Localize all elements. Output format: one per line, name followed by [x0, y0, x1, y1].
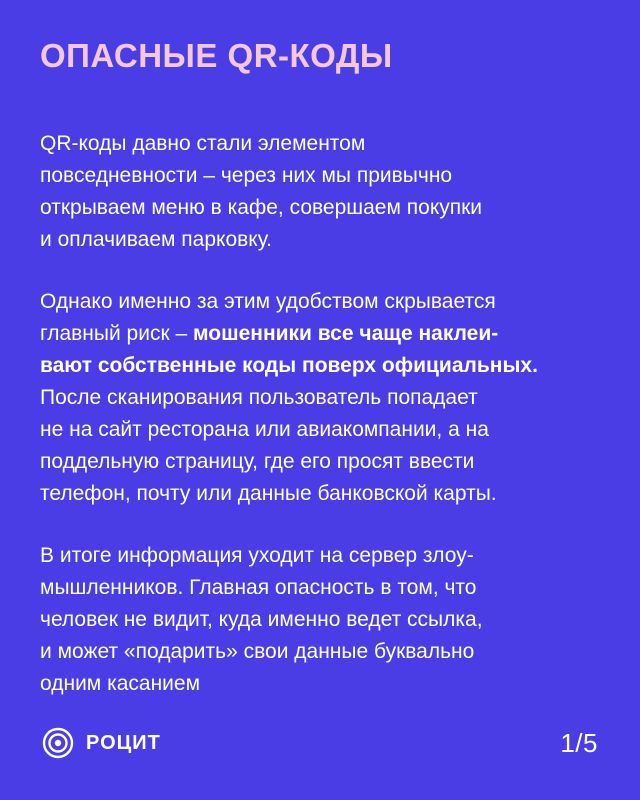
text-line: и оплачиваем парковку. — [40, 228, 272, 251]
text-line: и может «подарить» свои данные буквально — [40, 640, 475, 663]
text-line: одним касанием — [40, 672, 201, 695]
text-line: поддельную страницу, где его просят ввести — [40, 450, 475, 473]
page-title: ОПАСНЫЕ QR-КОДЫ — [40, 37, 393, 74]
brand-name: РОЦИТ — [86, 731, 161, 754]
text-normal: главный риск – — [40, 322, 193, 345]
concentric-circles-icon — [42, 727, 74, 759]
text-highlight: мошенники все чаще наклеи- — [193, 322, 499, 345]
body-text — [40, 128, 610, 730]
paragraph-risk — [40, 286, 610, 510]
text-line — [40, 318, 610, 350]
paragraph-intro — [40, 128, 610, 256]
text-line: После сканирования пользователь попадает — [40, 386, 478, 409]
text-line: открываем меню в кафе, совершаем покупки — [40, 196, 483, 219]
text-line: мышленников. Главная опасность в том, что — [40, 576, 477, 599]
paragraph-conclusion — [40, 540, 610, 700]
text-line: В итоге информация уходит на сервер злоу- — [40, 544, 474, 567]
brand-logo — [42, 727, 161, 759]
text-line: повседневности – через них мы привычно — [40, 164, 453, 187]
page-indicator: 1/5 — [560, 728, 598, 758]
text-highlight: вают собственные коды поверх официальных. — [40, 354, 538, 377]
text-line: телефон, почту или данные банковской карты. — [40, 482, 497, 505]
text-line: не на сайт ресторана или авиакомпании, а на — [40, 418, 489, 441]
text-line: Однако именно за этим удобством скрывается — [40, 290, 496, 313]
text-line: человек не видит, куда именно ведет ссылка, — [40, 608, 483, 631]
text-line: QR-коды давно стали элементом — [40, 132, 366, 155]
